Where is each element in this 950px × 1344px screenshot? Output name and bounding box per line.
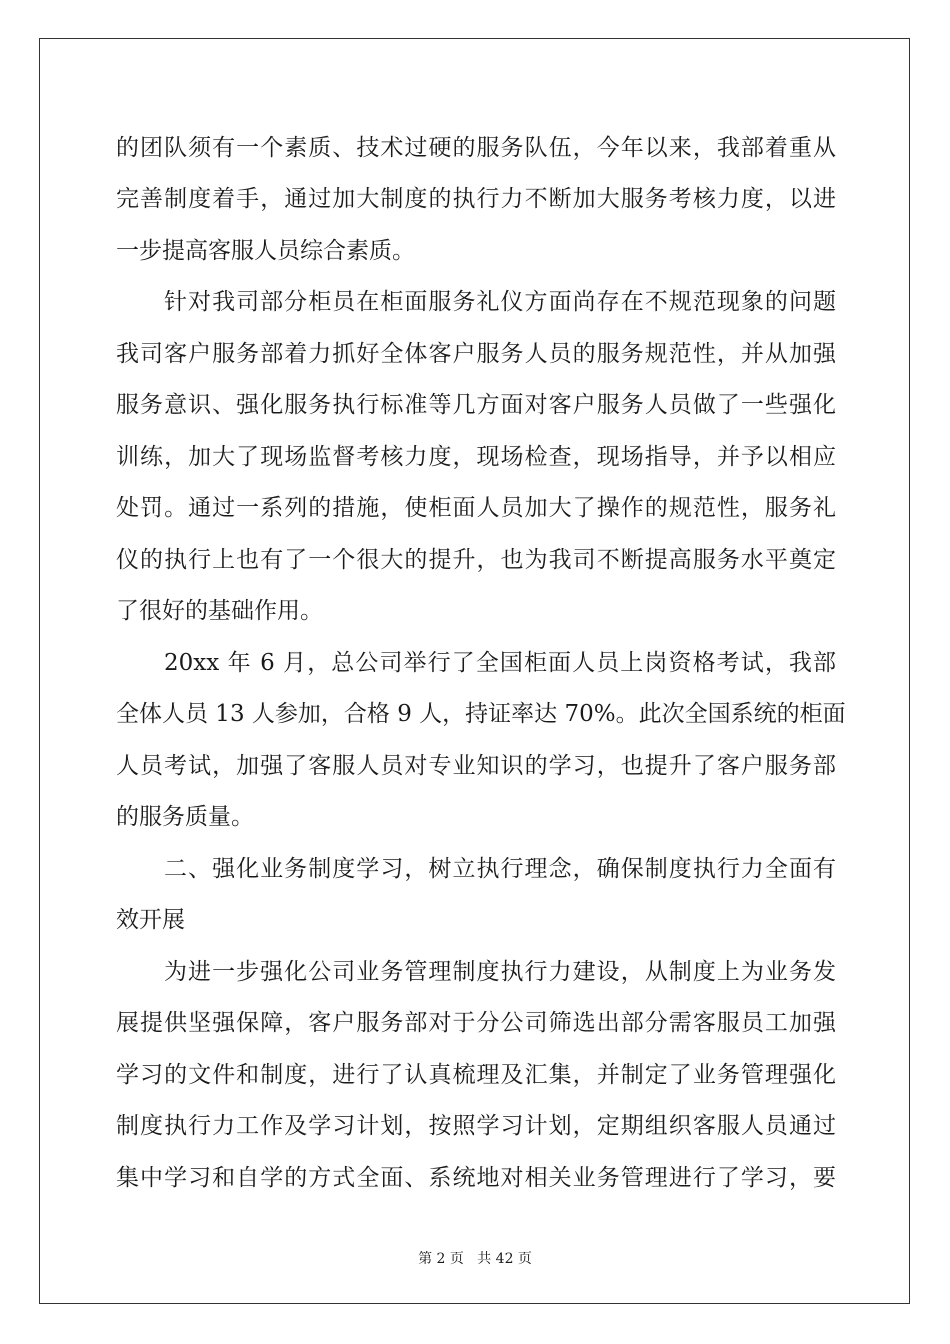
text-line: 处罚。通过一系列的措施，使柜面人员加大了操作的规范性，服务礼 [116, 495, 836, 521]
text-line: 的团队须有一个素质、技术过硬的服务队伍，今年以来，我部着重从 [116, 135, 836, 161]
text-line: 仪的执行上也有了一个很大的提升，也为我司不断提高服务水平奠定 [116, 547, 836, 573]
text-line: 了很好的基础作用。 [116, 598, 323, 624]
text-line: 训练，加大了现场监督考核力度，现场检查，现场指导，并予以相应 [116, 444, 836, 470]
text-line: 20xx 年 6 月，总公司举行了全国柜面人员上岗资格考试，我部 [164, 650, 836, 676]
text-line: 全体人员 13 人参加，合格 9 人，持证率达 70%。此次全国系统的柜面 [116, 701, 846, 727]
text-line: 展提供坚强保障，客户服务部对于分公司筛选出部分需客服员工加强 [116, 1010, 836, 1036]
page-number-footer: 第 2 页 共 42 页 [418, 1251, 532, 1267]
text-line: 针对我司部分柜员在柜面服务礼仪方面尚存在不规范现象的问题 [164, 289, 836, 315]
section-heading-line: 效开展 [116, 907, 185, 933]
text-line: 服务意识、强化服务执行标准等几方面对客户服务人员做了一些强化 [116, 392, 836, 418]
text-line: 为进一步强化公司业务管理制度执行力建设，从制度上为业务发 [164, 959, 836, 985]
section-heading-line: 二、强化业务制度学习，树立执行理念，确保制度执行力全面有 [164, 856, 836, 882]
text-line: 制度执行力工作及学习计划，按照学习计划，定期组织客服人员通过 [116, 1113, 836, 1139]
text-line: 学习的文件和制度，进行了认真梳理及汇集，并制定了业务管理强化 [116, 1062, 836, 1088]
text-line: 人员考试，加强了客服人员对专业知识的学习，也提升了客户服务部 [116, 753, 836, 779]
text-line: 我司客户服务部着力抓好全体客户服务人员的服务规范性，并从加强 [116, 341, 836, 367]
text-line: 一步提高客服人员综合素质。 [116, 238, 415, 264]
text-line: 的服务质量。 [116, 804, 254, 830]
text-line: 完善制度着手，通过加大制度的执行力不断加大服务考核力度，以进 [116, 186, 836, 212]
text-line: 集中学习和自学的方式全面、系统地对相关业务管理进行了学习，要 [116, 1165, 836, 1191]
